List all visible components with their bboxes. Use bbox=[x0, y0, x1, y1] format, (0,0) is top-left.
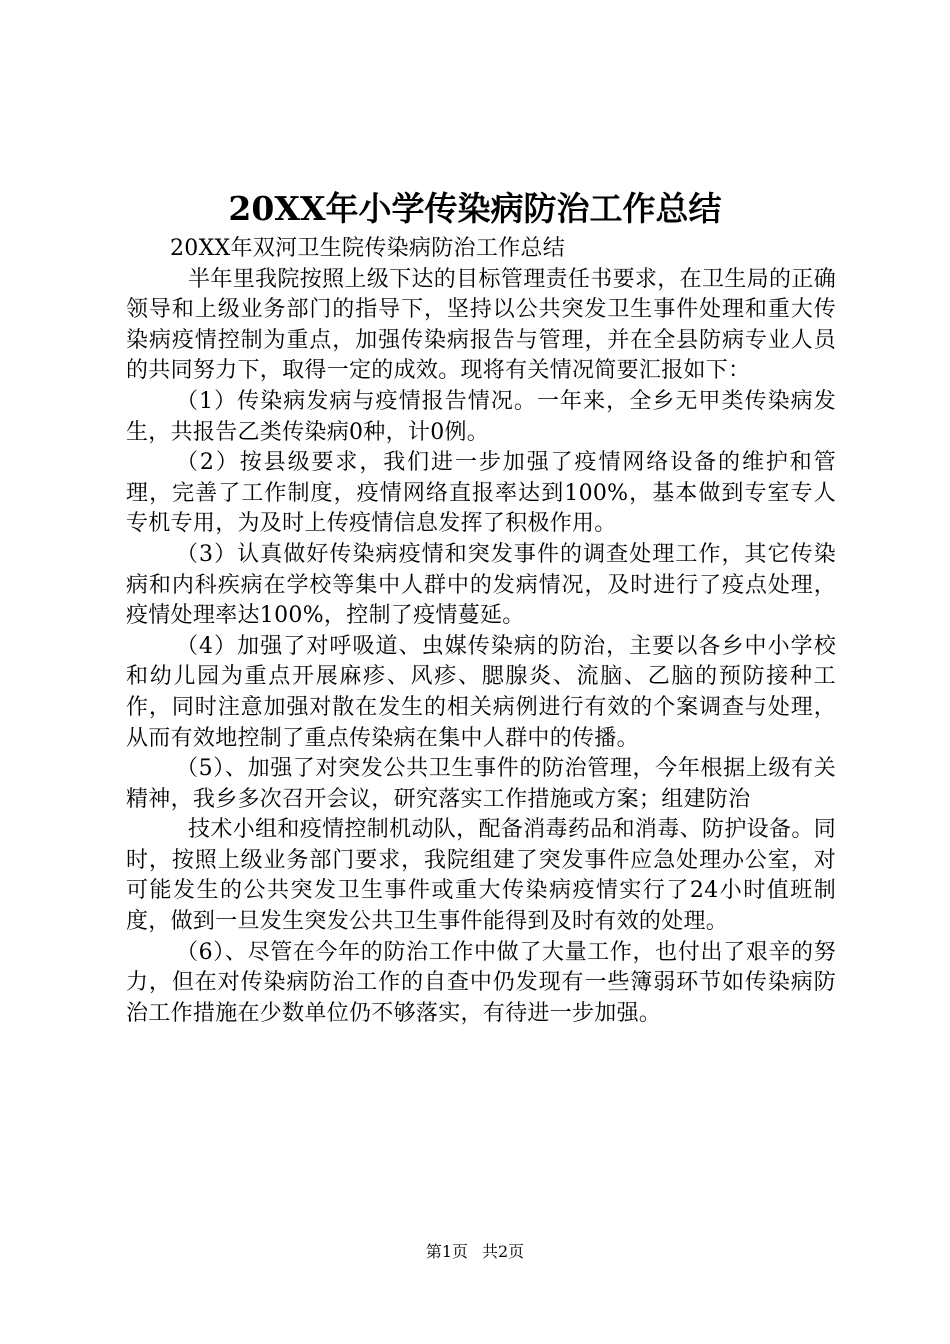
paragraph-intro: 半年里我院按照上级下达的目标管理责任书要求，在卫生局的正确领导和上级业务部门的指导下，坚持以公共突发卫生事件处理和重大传染病疫情控制为重点，加强传染病报告与管理，并在全县防病专业人员的共同努力下，取得一定的成效。现将有关情况简要汇报如下： bbox=[126, 266, 836, 384]
paragraph-item-6: （6）、尽管在今年的防治工作中做了大量工作，也付出了艰辛的努力，但在对传染病防治工作的自查中仍发现有一些簿弱环节如传染病防治工作措施在少数单位仍不够落实，有待进一步加强。 bbox=[126, 939, 836, 1026]
document-body bbox=[126, 234, 836, 1029]
paragraph-item-4: （4）加强了对呼吸道、虫媒传染病的防治，主要以各乡中小学校和幼儿园为重点开展麻疹、风疹、腮腺炎、流脑、乙脑的预防接种工作，同时注意加强对散在发生的相关病例进行有效的个案调查与处理，从而有效地控制了重点传染病在集中人群中的传播。 bbox=[126, 633, 836, 751]
paragraph-item-5: （5）、加强了对突发公共卫生事件的防治管理，今年根据上级有关精神，我乡多次召开会议，研究落实工作措施或方案；组建防治 bbox=[126, 756, 836, 812]
paragraph-item-3: （3）认真做好传染病疫情和突发事件的调查处理工作，其它传染病和内科疾病在学校等集中人群中的发病情况，及时进行了疫点处理，疫情处理率达100%，控制了疫情蔓延。 bbox=[126, 541, 836, 629]
document-title: 20XX年小学传染病防治工作总结 bbox=[228, 189, 722, 228]
page-number-current: 第1页 bbox=[425, 1242, 468, 1261]
paragraph-item-5-continued: 技术小组和疫情控制机动队，配备消毒药品和消毒、防护设备。同时，按照上级业务部门要求，我院组建了突发事件应急处理办公室，对可能发生的公共突发卫生事件或重大传染病疫情实行了24小时值班制度，做到一旦发生突发公共卫生事件能得到及时有效的处理。 bbox=[126, 817, 836, 935]
page-number-total: 共2页 bbox=[482, 1242, 525, 1261]
paragraph-item-2: （2）按县级要求，我们进一步加强了疫情网络设备的维护和管理，完善了工作制度，疫情网络直报率达到100%，基本做到专室专人专机专用，为及时上传疫情信息发挥了积极作用。 bbox=[126, 450, 836, 537]
document-subtitle: 20XX年双河卫生院传染病防治工作总结 bbox=[170, 236, 566, 261]
paragraph-item-1: （1）传染病发病与疫情报告情况。一年来，全乡无甲类传染病发生，共报告乙类传染病0种，计0例。 bbox=[126, 388, 836, 445]
page-footer bbox=[0, 1240, 950, 1264]
